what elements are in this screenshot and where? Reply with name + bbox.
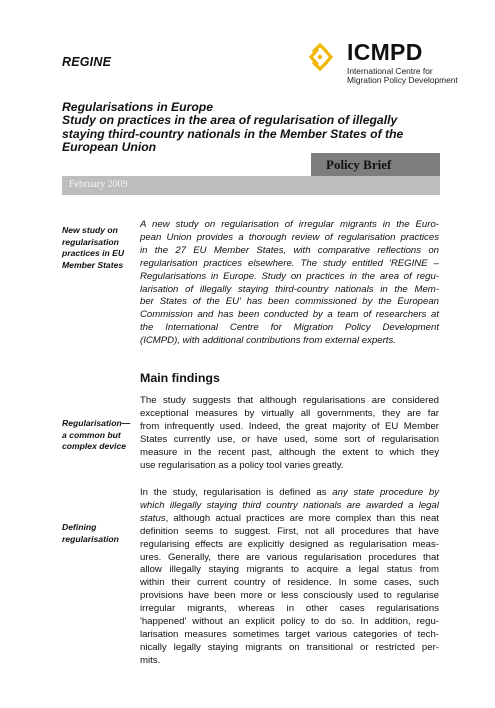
publication-date: February 2009: [69, 179, 128, 190]
logo-subtitle-line-1: International Centre for: [347, 66, 433, 76]
main-findings-heading: Main findings: [140, 371, 220, 385]
logo-subtitle-line-2: Migration Policy Development: [347, 75, 458, 85]
logo-name: ICMPD: [347, 39, 423, 65]
title-line: Study on practices in the area of regularisation of illegally: [62, 113, 398, 128]
project-name: REGINE: [62, 55, 112, 69]
document-title: [62, 101, 452, 155]
sidenote-common-device: Regularisation— a common but complex device: [62, 418, 131, 452]
icmpd-logo: [307, 40, 467, 92]
title-line: staying third-country nationals in the Member States of the: [62, 126, 404, 141]
sidenote-new-study: New study on regularisation practices in EU Member States: [62, 225, 125, 270]
policy-brief-banner: [311, 153, 440, 176]
sidenote-defining: Defining regularisation: [62, 522, 119, 544]
date-band: [62, 176, 440, 195]
intro-paragraph: A new study on regularisation of irregular migrants in the Euro- pean Union provides a thorough review of regularisation practices in the 27 EU Member States, with comparative reflections on regularisation practices elsewhere. The study entitled 'REGINE – Regularisations in Europe. Study on practices in the area of regu- larisation of illegally staying third-country nationals in the Mem- ber States of the EU' has been commissioned by the European Commission and has been conducted by a team of researchers at the International Centre for Migration Policy Development (ICMPD), with additional contributions from external experts.: [140, 219, 439, 347]
definition-paragraph: In the study, regularisation is defined as any state procedure by which illegally staying third country nationals are awarded a legal status, although actual practices are more complex than this neat definition seems to suggest. First, not all procedures that have regularising effects are explicitly designed as regularisation meas- ures. Generally, there are various regularisation procedures that allow illegally staying migrants to acquire a legal status from within their current country of residence. In some cases, such provisions have been more or less consciously used to regularise irregular migrants, whereas in other cases regularisations 'happened' without an explicit policy to do so. In addition, regu- larisation measures sometimes target various categories of tech- nically legally staying migrants on transitional or restricted per- mits.: [140, 487, 439, 666]
icmpd-diamond-arrows-icon: [307, 40, 343, 74]
title-line: Regularisations in Europe: [62, 100, 214, 114]
title-line: European Union: [62, 140, 157, 155]
findings-paragraph: The study suggests that although regularisations are considered exceptional measures by virtually all governments, they are far from infrequently used. Indeed, the great majority of EU Member States currently use, or have used, some sort of regularisation measure in the recent past, although the extent to which they use regularisation as a policy tool varies greatly.: [140, 395, 439, 471]
policy-brief-label: Policy Brief: [326, 157, 392, 172]
